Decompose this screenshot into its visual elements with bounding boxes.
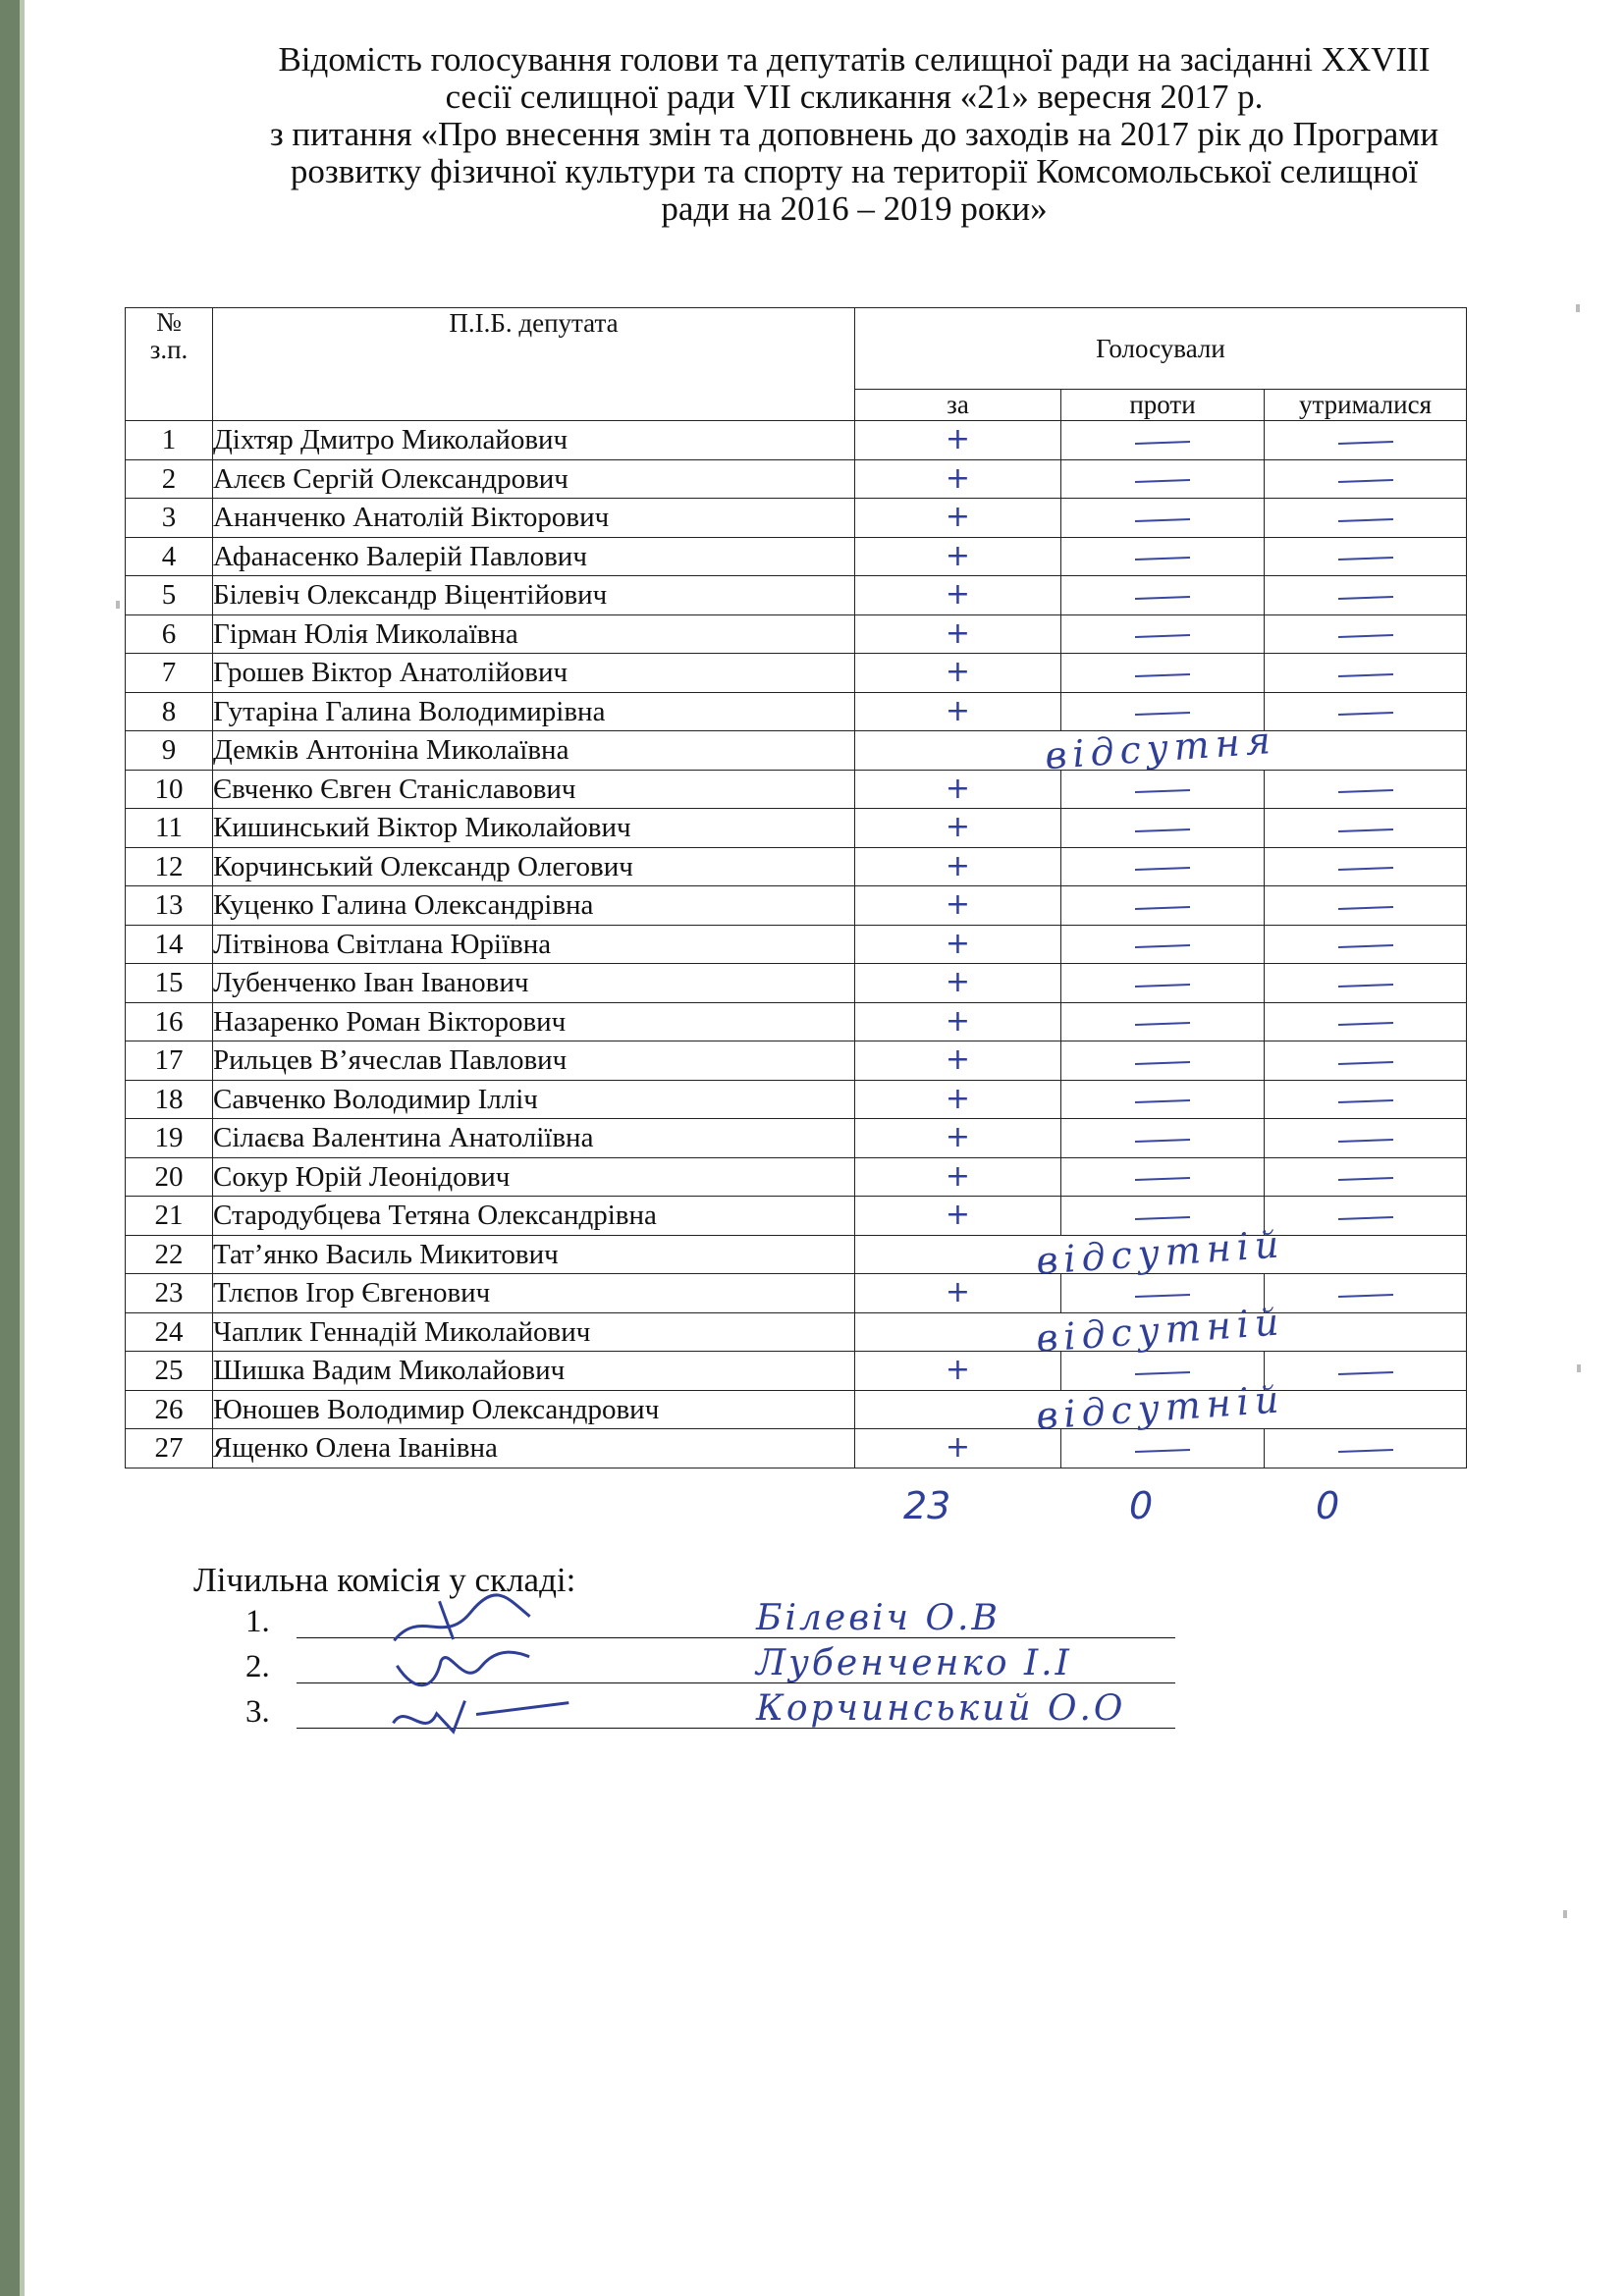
vote-abstained-cell	[1265, 537, 1467, 576]
deputy-name: Шишка Вадим Миколайович	[213, 1352, 855, 1391]
plus-mark: +	[945, 1275, 971, 1310]
vote-absent-cell	[855, 1376, 1467, 1438]
row-number: 25	[126, 1352, 213, 1391]
dash-mark	[1337, 906, 1392, 910]
vote-abstained-cell	[1265, 654, 1467, 693]
title-line-4: розвитку фізичної культури та спорту на території Комсомольської селищної	[290, 152, 1419, 190]
member-name: Білевіч О.В	[756, 1598, 1001, 1638]
row-number: 20	[126, 1157, 213, 1197]
dash-mark	[1135, 1061, 1190, 1065]
dash-mark	[1135, 441, 1190, 445]
dash-mark	[1337, 1449, 1392, 1453]
plus-mark: +	[945, 1003, 971, 1039]
header-voted: Голосували	[855, 308, 1467, 390]
dash-mark	[1337, 596, 1392, 600]
table-row	[126, 1002, 1467, 1041]
deputy-name: Афанасенко Валерій Павлович	[213, 537, 855, 576]
commission-member-1	[245, 1598, 1001, 1640]
vote-abstained-cell	[1265, 770, 1467, 809]
dash-mark	[1337, 441, 1392, 445]
vote-for-cell	[855, 925, 1061, 964]
scan-edge-strip	[0, 0, 20, 2296]
vote-for-cell	[855, 1080, 1061, 1119]
dash-mark	[1337, 1216, 1392, 1220]
vote-against-cell	[1061, 421, 1265, 460]
absent-note: відсутній	[1035, 1376, 1286, 1438]
plus-mark: +	[945, 500, 971, 535]
vote-for-cell	[855, 421, 1061, 460]
dash-mark	[1135, 1022, 1190, 1026]
vote-against-cell	[1061, 1080, 1265, 1119]
vote-against-cell	[1061, 576, 1265, 615]
vote-against-cell	[1061, 809, 1265, 848]
dash-mark	[1135, 1216, 1190, 1220]
dash-mark	[1337, 557, 1392, 561]
row-number: 11	[126, 809, 213, 848]
absent-note: відсутній	[1035, 1221, 1286, 1283]
deputy-name: Тлєпов Ігор Євгенович	[213, 1274, 855, 1313]
dash-mark	[1135, 828, 1190, 832]
row-number: 5	[126, 576, 213, 615]
dash-mark	[1337, 1099, 1392, 1103]
dash-mark	[1337, 1371, 1392, 1375]
deputy-name: Сілаєва Валентина Анатоліївна	[213, 1119, 855, 1158]
row-number: 22	[126, 1235, 213, 1274]
plus-mark: +	[945, 693, 971, 728]
row-number: 14	[126, 925, 213, 964]
vote-abstained-cell	[1265, 692, 1467, 731]
vote-for-cell	[855, 1002, 1061, 1041]
table-row	[126, 809, 1467, 848]
total-for: 23	[903, 1484, 951, 1527]
deputy-name: Лубенченко Іван Іванович	[213, 964, 855, 1003]
dash-mark	[1135, 1449, 1190, 1453]
row-number: 21	[126, 1197, 213, 1236]
plus-mark: +	[945, 615, 971, 651]
dash-mark	[1337, 479, 1392, 483]
dash-mark	[1135, 596, 1190, 600]
vote-absent-cell	[855, 1221, 1467, 1283]
member-number: 1.	[245, 1604, 270, 1639]
plus-mark: +	[945, 1353, 971, 1388]
vote-absent-cell	[855, 719, 1467, 778]
dash-mark	[1337, 1022, 1392, 1026]
deputy-name: Корчинський Олександр Олегович	[213, 847, 855, 886]
vote-for-cell	[855, 1274, 1061, 1313]
deputy-name: Грошев Віктор Анатолійович	[213, 654, 855, 693]
row-number: 2	[126, 459, 213, 499]
vote-abstained-cell	[1265, 576, 1467, 615]
dash-mark	[1135, 634, 1190, 638]
dash-mark	[1135, 906, 1190, 910]
row-number: 16	[126, 1002, 213, 1041]
dash-mark	[1135, 1371, 1190, 1375]
table-row	[126, 1235, 1467, 1274]
table-body	[126, 421, 1467, 1468]
vote-against-cell	[1061, 459, 1265, 499]
vote-for-cell	[855, 770, 1061, 809]
row-number: 18	[126, 1080, 213, 1119]
header-name: П.І.Б. депутата	[213, 308, 855, 421]
vote-against-cell	[1061, 847, 1265, 886]
deputy-name: Ананченко Анатолій Вікторович	[213, 499, 855, 538]
table-row	[126, 1390, 1467, 1429]
vote-for-cell	[855, 576, 1061, 615]
vote-abstained-cell	[1265, 499, 1467, 538]
absent-note: відсутня	[1043, 719, 1278, 778]
plus-mark: +	[945, 965, 971, 1000]
vote-for-cell	[855, 654, 1061, 693]
scan-speck	[1563, 1910, 1567, 1918]
vote-for-cell	[855, 1352, 1061, 1391]
vote-against-cell	[1061, 1157, 1265, 1197]
row-number: 4	[126, 537, 213, 576]
table-row	[126, 886, 1467, 926]
vote-abstained-cell	[1265, 614, 1467, 654]
member-number: 3.	[245, 1694, 270, 1730]
dash-mark	[1135, 518, 1190, 522]
vote-against-cell	[1061, 770, 1265, 809]
deputy-name: Євченко Євген Станіславович	[213, 770, 855, 809]
header-number-symbol: №	[156, 307, 182, 337]
vote-abstained-cell	[1265, 1119, 1467, 1158]
vote-abstained-cell	[1265, 886, 1467, 926]
document-title	[167, 41, 1542, 228]
vote-abstained-cell	[1265, 1429, 1467, 1468]
row-number: 24	[126, 1312, 213, 1352]
deputy-name: Алєєв Сергій Олександрович	[213, 459, 855, 499]
dash-mark	[1337, 1061, 1392, 1065]
voting-table	[125, 307, 1467, 1468]
deputy-name: Літвінова Світлана Юріївна	[213, 925, 855, 964]
dash-mark	[1135, 984, 1190, 988]
scan-edge-shadow	[20, 0, 25, 2296]
deputy-name: Савченко Володимир Ілліч	[213, 1080, 855, 1119]
dash-mark	[1337, 984, 1392, 988]
dash-mark	[1337, 1139, 1392, 1143]
plus-mark: +	[945, 887, 971, 923]
plus-mark: +	[945, 1198, 971, 1233]
title-line-5: ради на 2016 – 2019 роки»	[661, 189, 1048, 228]
dash-mark	[1337, 828, 1392, 832]
scan-speck	[1577, 1364, 1581, 1372]
vote-for-cell	[855, 537, 1061, 576]
deputy-name: Ященко Олена Іванівна	[213, 1429, 855, 1468]
row-number: 15	[126, 964, 213, 1003]
vote-for-cell	[855, 459, 1061, 499]
deputy-name: Чаплик Геннадій Миколайович	[213, 1312, 855, 1352]
plus-mark: +	[945, 460, 971, 496]
dash-mark	[1337, 1177, 1392, 1181]
vote-abstained-cell	[1265, 964, 1467, 1003]
dash-mark	[1337, 634, 1392, 638]
vote-for-cell	[855, 809, 1061, 848]
deputy-name: Діхтяр Дмитро Миколайович	[213, 421, 855, 460]
deputy-name: Сокур Юрій Леонідович	[213, 1157, 855, 1197]
absent-note: відсутній	[1035, 1299, 1286, 1361]
deputy-name: Білевіч Олександр Віцентійович	[213, 576, 855, 615]
header-against: проти	[1061, 390, 1265, 421]
vote-abstained-cell	[1265, 459, 1467, 499]
row-number: 7	[126, 654, 213, 693]
vote-for-cell	[855, 1119, 1061, 1158]
row-number: 1	[126, 421, 213, 460]
deputy-name: Рильцев В’ячеслав Павлович	[213, 1041, 855, 1081]
vote-for-cell	[855, 886, 1061, 926]
vote-for-cell	[855, 1429, 1061, 1468]
row-number: 6	[126, 614, 213, 654]
row-number: 17	[126, 1041, 213, 1081]
vote-abstained-cell	[1265, 1197, 1467, 1236]
vote-abstained-cell	[1265, 1352, 1467, 1391]
plus-mark: +	[945, 1158, 971, 1194]
title-line-2: сесії селищної ради VII скликання «21» вересня 2017 р.	[445, 78, 1264, 116]
dash-mark	[1135, 789, 1190, 793]
row-number: 27	[126, 1429, 213, 1468]
row-number: 8	[126, 692, 213, 731]
deputy-name: Демків Антоніна Миколаївна	[213, 731, 855, 771]
vote-against-cell	[1061, 654, 1265, 693]
dash-mark	[1337, 944, 1392, 948]
vote-abstained-cell	[1265, 1157, 1467, 1197]
plus-mark: +	[945, 1081, 971, 1116]
header-for: за	[855, 390, 1061, 421]
plus-mark: +	[945, 1042, 971, 1078]
total-abstained: 0	[1316, 1484, 1340, 1527]
row-number: 13	[126, 886, 213, 926]
dash-mark	[1135, 712, 1190, 716]
table-row	[126, 1080, 1467, 1119]
vote-abstained-cell	[1265, 1080, 1467, 1119]
member-number: 2.	[245, 1649, 270, 1684]
vote-against-cell	[1061, 1429, 1265, 1468]
vote-for-cell	[855, 614, 1061, 654]
plus-mark: +	[945, 655, 971, 690]
vote-against-cell	[1061, 537, 1265, 576]
dash-mark	[1337, 673, 1392, 677]
row-number: 10	[126, 770, 213, 809]
table-row	[126, 459, 1467, 499]
vote-abstained-cell	[1265, 925, 1467, 964]
deputy-name: Юношев Володимир Олександрович	[213, 1390, 855, 1429]
vote-for-cell	[855, 847, 1061, 886]
table-row	[126, 1157, 1467, 1197]
dash-mark	[1337, 867, 1392, 871]
scan-speck	[1576, 304, 1580, 312]
deputy-name: Кишинський Віктор Миколайович	[213, 809, 855, 848]
vote-for-cell	[855, 1157, 1061, 1197]
total-against: 0	[1129, 1484, 1154, 1527]
row-number: 12	[126, 847, 213, 886]
dash-mark	[1135, 1294, 1190, 1298]
plus-mark: +	[945, 538, 971, 573]
deputy-name: Назаренко Роман Вікторович	[213, 1002, 855, 1041]
plus-mark: +	[945, 1430, 971, 1466]
header-number-abbrev: з.п.	[149, 335, 189, 364]
deputy-name: Куценко Галина Олександрівна	[213, 886, 855, 926]
vote-for-cell	[855, 499, 1061, 538]
deputy-name: Тат’янко Василь Микитович	[213, 1235, 855, 1274]
table-row	[126, 1041, 1467, 1081]
table-row	[126, 576, 1467, 615]
dash-mark	[1135, 673, 1190, 677]
plus-mark: +	[945, 422, 971, 457]
vote-absent-cell	[855, 1299, 1467, 1361]
member-name: Корчинський О.О	[756, 1688, 1126, 1729]
vote-against-cell	[1061, 1041, 1265, 1081]
title-line-3: з питання «Про внесення змін та доповнень до заходів на 2017 рік до Програми	[269, 115, 1439, 153]
vote-for-cell	[855, 1197, 1061, 1236]
table-row	[126, 847, 1467, 886]
dash-mark	[1135, 479, 1190, 483]
vote-abstained-cell	[1265, 847, 1467, 886]
plus-mark: +	[945, 848, 971, 883]
row-number: 9	[126, 731, 213, 771]
vote-against-cell	[1061, 614, 1265, 654]
plus-mark: +	[945, 1120, 971, 1155]
table-row	[126, 421, 1467, 460]
row-number: 23	[126, 1274, 213, 1313]
table-row	[126, 731, 1467, 771]
table-row	[126, 925, 1467, 964]
dash-mark	[1337, 712, 1392, 716]
row-number: 26	[126, 1390, 213, 1429]
vote-abstained-cell	[1265, 1041, 1467, 1081]
plus-mark: +	[945, 577, 971, 613]
vote-against-cell	[1061, 1119, 1265, 1158]
title-line-1: Відомість голосування голови та депутатів селищної ради на засіданні XXVIII	[278, 40, 1431, 79]
vote-against-cell	[1061, 1002, 1265, 1041]
deputy-name: Гутаріна Галина Володимирівна	[213, 692, 855, 731]
vote-abstained-cell	[1265, 1002, 1467, 1041]
dash-mark	[1337, 518, 1392, 522]
dash-mark	[1135, 557, 1190, 561]
commission-member-3	[245, 1688, 1126, 1731]
vote-against-cell	[1061, 499, 1265, 538]
table-row	[126, 537, 1467, 576]
vote-abstained-cell	[1265, 809, 1467, 848]
dash-mark	[1337, 789, 1392, 793]
row-number: 19	[126, 1119, 213, 1158]
vote-abstained-cell	[1265, 421, 1467, 460]
plus-mark: +	[945, 810, 971, 845]
table-row	[126, 654, 1467, 693]
scan-speck	[116, 601, 120, 609]
table-row	[126, 614, 1467, 654]
vote-against-cell	[1061, 886, 1265, 926]
table-row	[126, 1119, 1467, 1158]
row-number: 3	[126, 499, 213, 538]
commission-member-2	[245, 1643, 1072, 1685]
vote-for-cell	[855, 964, 1061, 1003]
vote-against-cell	[1061, 964, 1265, 1003]
vote-for-cell	[855, 692, 1061, 731]
deputy-name: Гірман Юлія Миколаївна	[213, 614, 855, 654]
table-row	[126, 770, 1467, 809]
member-name: Лубенченко І.І	[756, 1643, 1072, 1683]
table-row	[126, 1429, 1467, 1468]
commission-label: Лічильна комісія у складі:	[193, 1561, 576, 1599]
dash-mark	[1135, 1139, 1190, 1143]
dash-mark	[1135, 1177, 1190, 1181]
header-number	[126, 308, 213, 421]
deputy-name: Стародубцева Тетяна Олександрівна	[213, 1197, 855, 1236]
dash-mark	[1135, 1099, 1190, 1103]
dash-mark	[1135, 944, 1190, 948]
header-abstained: утрималися	[1265, 390, 1467, 421]
plus-mark: +	[945, 771, 971, 806]
vote-against-cell	[1061, 925, 1265, 964]
table-row	[126, 964, 1467, 1003]
dash-mark	[1135, 867, 1190, 871]
vote-for-cell	[855, 1041, 1061, 1081]
dash-mark	[1337, 1294, 1392, 1298]
table-row	[126, 499, 1467, 538]
table-row	[126, 1312, 1467, 1352]
plus-mark: +	[945, 926, 971, 961]
vote-abstained-cell	[1265, 1274, 1467, 1313]
